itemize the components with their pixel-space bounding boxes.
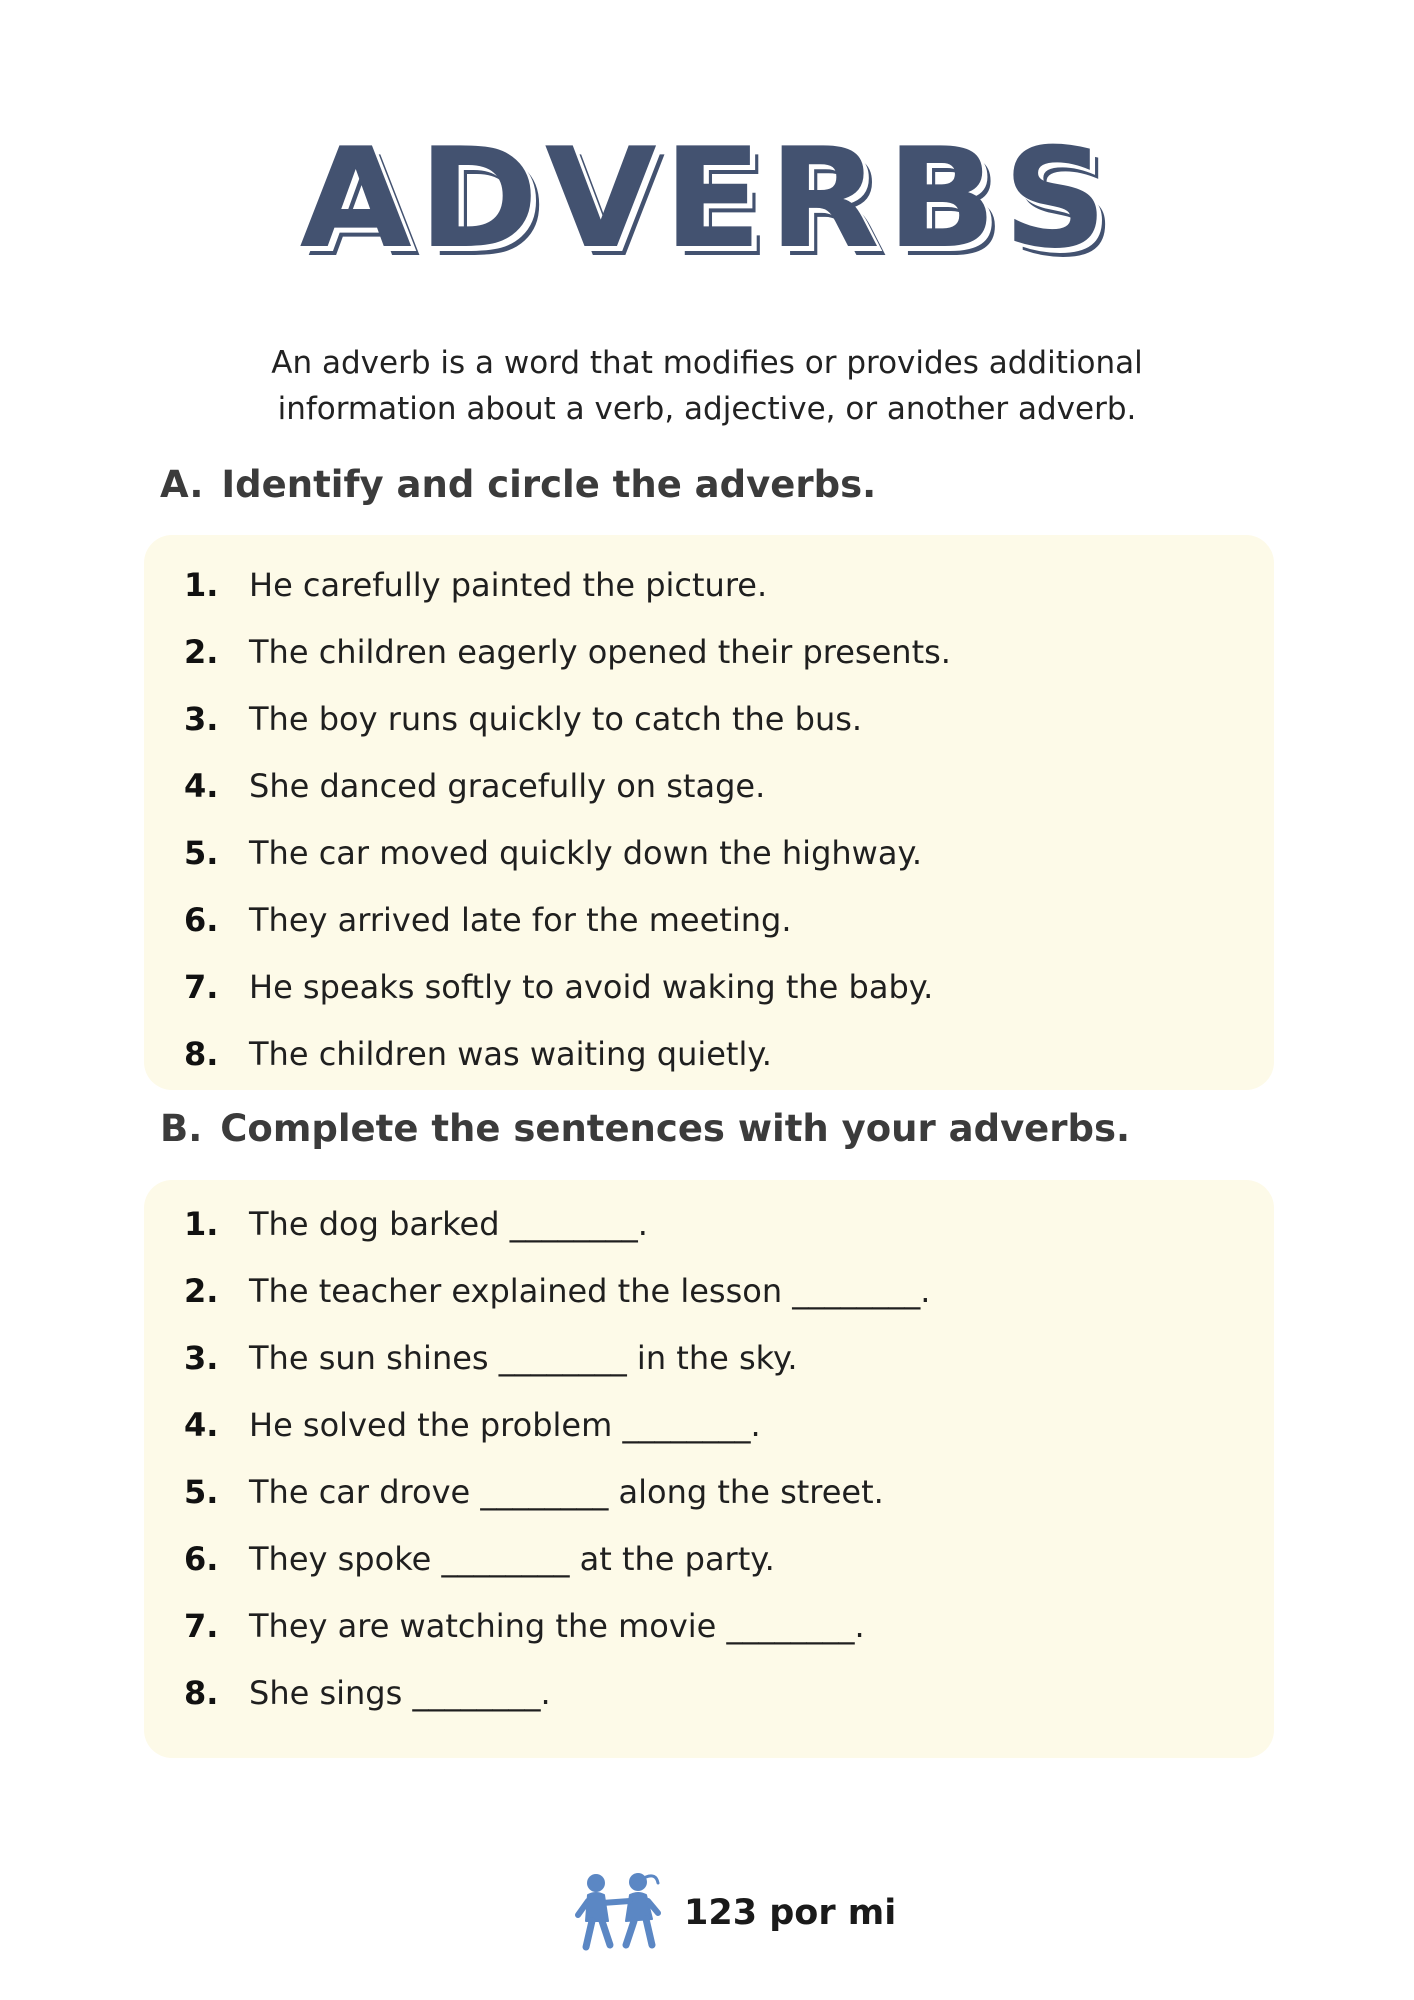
- item-text: She sings ________.: [249, 1674, 551, 1712]
- item-text: They are watching the movie ________.: [249, 1607, 865, 1645]
- brand-name: 123 por mi: [684, 1893, 897, 1933]
- section-a-heading: [160, 463, 876, 506]
- item-text: They spoke ________ at the party.: [249, 1540, 775, 1578]
- item-number: 1.: [184, 566, 219, 604]
- section-a-letter: A.: [160, 463, 204, 506]
- item-number: 4.: [184, 767, 219, 805]
- footer: [572, 1868, 896, 1958]
- list-item: [184, 1472, 884, 1512]
- list-item: [184, 565, 767, 605]
- item-text: The teacher explained the lesson ________.: [249, 1272, 931, 1310]
- item-text: The car moved quickly down the highway.: [249, 834, 922, 872]
- item-text: They arrived late for the meeting.: [249, 901, 792, 939]
- item-number: 4.: [184, 1406, 219, 1444]
- item-text: The boy runs quickly to catch the bus.: [249, 700, 863, 738]
- section-b-heading: [160, 1107, 1130, 1150]
- list-item: [184, 1204, 648, 1244]
- item-text: He solved the problem ________.: [249, 1406, 761, 1444]
- list-item: [184, 1034, 772, 1074]
- section-a-heading-text: Identify and circle the adverbs.: [221, 463, 877, 506]
- list-item: [184, 1673, 551, 1713]
- item-text: The sun shines ________ in the sky.: [249, 1339, 798, 1377]
- list-item: [184, 699, 862, 739]
- item-number: 3.: [184, 700, 219, 738]
- item-number: 6.: [184, 901, 219, 939]
- list-item: [184, 967, 933, 1007]
- title-wrap: [0, 118, 1414, 279]
- list-item: [184, 1539, 775, 1579]
- list-item: [184, 833, 922, 873]
- section-a-panel: [144, 535, 1274, 1090]
- item-text: The children was waiting quietly.: [249, 1035, 772, 1073]
- item-number: 7.: [184, 1607, 219, 1645]
- item-number: 3.: [184, 1339, 219, 1377]
- intro-line-2: information about a verb, adjective, or another adverb.: [277, 391, 1137, 427]
- item-text: The car drove ________ along the street.: [249, 1473, 884, 1511]
- item-number: 1.: [184, 1205, 219, 1243]
- page-title: ADVERBS: [299, 118, 1115, 279]
- list-item: [184, 632, 951, 672]
- intro-text: [200, 340, 1214, 432]
- section-b-heading-text: Complete the sentences with your adverbs.: [220, 1107, 1131, 1150]
- list-item: [184, 1271, 930, 1311]
- item-text: The dog barked ________.: [249, 1205, 648, 1243]
- list-item: [184, 1405, 761, 1445]
- list-item: [184, 766, 765, 806]
- item-text: He speaks softly to avoid waking the baby.: [249, 968, 934, 1006]
- list-item: [184, 1606, 865, 1646]
- list-item: [184, 900, 792, 940]
- item-number: 8.: [184, 1674, 219, 1712]
- item-text: She danced gracefully on stage.: [249, 767, 766, 805]
- list-item: [184, 1338, 798, 1378]
- item-number: 5.: [184, 834, 219, 872]
- item-text: He carefully painted the picture.: [249, 566, 768, 604]
- item-number: 5.: [184, 1473, 219, 1511]
- item-number: 2.: [184, 633, 219, 671]
- item-number: 7.: [184, 968, 219, 1006]
- item-text: The children eagerly opened their presents.: [249, 633, 951, 671]
- section-b-letter: B.: [160, 1107, 203, 1150]
- item-number: 2.: [184, 1272, 219, 1310]
- item-number: 6.: [184, 1540, 219, 1578]
- two-children-dancing-icon: [572, 1871, 668, 1955]
- item-number: 8.: [184, 1035, 219, 1073]
- intro-line-1: An adverb is a word that modifies or provides additional: [271, 345, 1143, 381]
- section-b-panel: [144, 1180, 1274, 1758]
